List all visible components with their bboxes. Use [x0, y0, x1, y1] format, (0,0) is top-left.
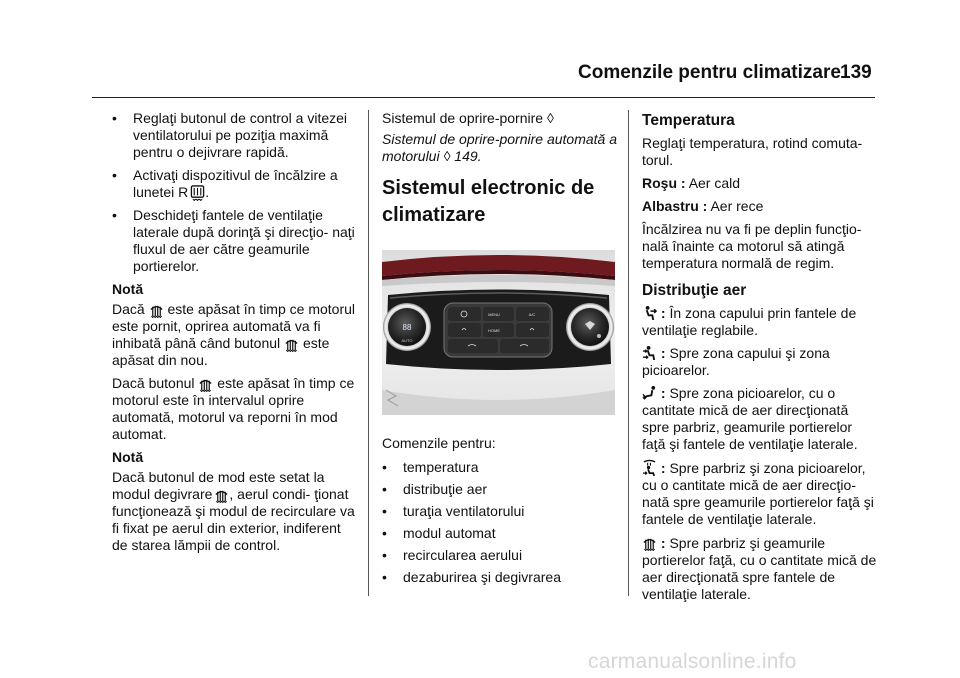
list-item — [382, 500, 618, 522]
column-divider-1 — [368, 110, 369, 596]
list-item — [382, 566, 618, 588]
distribution-text: Spre zona capului şi zona picioarelor. — [642, 345, 830, 378]
air-face-icon — [642, 305, 657, 320]
distribution-item: : Spre parbriz şi zona picioarelor, cu o cantitate mică de aer direcţio- nată spre geamurile portierelor faţă şi fantele de ventilaţie laterale. — [642, 460, 874, 527]
note-text: , aerul condi- ţionat funcţionează şi modul de recirculare va fi fixat pe aerul din exterior, indiferent de starea lămpii de control. — [112, 486, 355, 553]
note-text: este apăsat din nou. — [112, 335, 330, 368]
list-item — [382, 522, 618, 544]
menu-button-label: MENU — [488, 312, 500, 317]
bullet: • — [382, 547, 387, 563]
section-heading: Sistemul electronic de climatizare — [382, 177, 595, 226]
bullet-text: Activaţi dispozitivul de încălzire a lunetei R — [133, 167, 338, 200]
page-ref-icon: ◊ — [546, 110, 554, 126]
feature-list — [382, 456, 618, 588]
defrost-icon — [214, 486, 229, 503]
bullet: • — [112, 167, 117, 183]
reference-text: Sistemul de oprire-pornire — [382, 110, 544, 126]
blue-label: Albastru : — [642, 198, 708, 214]
column-middle-list — [382, 432, 618, 588]
list-item — [112, 207, 356, 275]
air-face-feet-icon — [642, 345, 657, 360]
list-item — [382, 456, 618, 478]
climate-panel-photo — [382, 250, 615, 415]
blue-setting — [642, 198, 878, 215]
note-paragraph — [112, 469, 356, 554]
list-item — [382, 544, 618, 566]
reference-page: 149 — [454, 148, 478, 164]
watermark: carmanualsonline.info — [588, 650, 797, 673]
bullet-text: recircularea aerului — [403, 547, 523, 563]
list-item — [112, 110, 356, 161]
column-left — [112, 110, 356, 560]
note-text: este apăsat în timp ce motorul este pornit, oprirea automată va fi inhibată până când butonul — [112, 301, 356, 351]
bullet: • — [382, 525, 387, 541]
distribution-item: : Spre zona capului şi zona picioarelor. — [642, 345, 830, 378]
cross-reference — [382, 110, 618, 127]
distribution-item: : Spre zona picioarelor, cu o cantitate mică de aer direcţionată spre parbriz, geamurile portierelor faţă şi fantele de ventilaţie laterale. — [642, 385, 858, 452]
distribution-text: Spre parbriz şi zona picioarelor, cu o cantitate mică de aer direcţio- nată spre geamurile portierelor faţă şi fantele de ventilaţie laterale. — [642, 460, 874, 527]
bullet: • — [112, 207, 117, 223]
temperature-note: Încălzirea nu va fi pe deplin funcţio- nală înainte ca motorul să atingă temperatura normală de regim. — [642, 221, 862, 271]
bullet-text: Reglaţi butonul de control a vitezei ventilatorului pe poziţia maximă pentru o dejivrare rapidă. — [133, 110, 348, 160]
ac-button-label: A/C — [528, 312, 536, 317]
bullet-text: modul automat — [403, 525, 496, 541]
bullet: • — [112, 110, 117, 126]
distribution-text: Spre parbriz şi geamurile portierelor faţă, cu o cantitate mică de aer direcţionată spre fantele de ventilaţie laterale. — [642, 535, 877, 602]
red-label: Roşu : — [642, 175, 686, 191]
bullet-text: distribuţie aer — [403, 481, 488, 497]
note-text: Dacă butonul — [112, 375, 195, 391]
list-item — [382, 478, 618, 500]
distribution-item: : Spre parbriz şi geamurile portierelor faţă, cu o cantitate mică de aer direcţionată spre fantele de ventilaţie laterale. — [642, 535, 877, 602]
bullet: • — [382, 481, 387, 497]
distribution-text: Spre zona picioarelor, cu o cantitate mică de aer direcţionată spre parbriz, geamurile portierelor faţă şi fantele de ventilaţie laterale. — [642, 385, 858, 452]
bullet: • — [382, 503, 387, 519]
page-number: 139 — [840, 62, 872, 83]
air-windshield-feet-icon — [642, 459, 657, 476]
bullet: • — [382, 569, 387, 585]
page-ref-icon: ◊ — [443, 148, 451, 164]
column-middle — [382, 110, 618, 229]
blue-text: Aer rece — [710, 198, 764, 214]
defrost-icon — [642, 534, 657, 551]
climate-panel-illustration — [382, 250, 615, 415]
red-text: Aer cald — [688, 175, 741, 191]
air-distribution-heading: Distribuţie aer — [642, 282, 747, 299]
auto-label: AUTO — [401, 338, 413, 343]
header-rule — [92, 97, 875, 98]
temperature-display: 88 — [402, 323, 412, 332]
list-item: • Activaţi dispozitivul de încălzire a lunetei R . — [112, 167, 338, 200]
air-feet-icon — [642, 385, 657, 400]
page-header-title: Comenzile pentru climatizare — [578, 62, 841, 83]
distribution-item: : În zona capului prin fantele de ventilaţie reglabile. — [642, 305, 857, 338]
bullet-text: dezaburirea şi degivrarea — [403, 569, 561, 585]
reference-italic-text: Sistemul de oprire-pornire automată a motorului — [382, 131, 618, 164]
bullet-text: Deschideţi fantele de ventilaţie laterale după dorinţă şi direcţio- naţi fluxul de aer către geamurile portierelor. — [133, 207, 355, 274]
defrost-icon — [149, 301, 164, 318]
temperature-text: Reglaţi temperatura, rotind comuta- torul. — [642, 135, 863, 168]
note-text: Dacă — [112, 301, 145, 317]
note-paragraph — [112, 301, 356, 369]
intro-text: Comenzile pentru: — [382, 435, 496, 451]
note-paragraph — [112, 375, 356, 443]
bullet-text: turaţia ventilatorului — [403, 503, 525, 519]
note-text: este apăsat în timp ce motorul este în intervalul oprire automată, motorul va reporni în mod automat. — [112, 375, 355, 442]
defrost-icon — [284, 335, 299, 352]
bullet-text: temperatura — [403, 459, 479, 475]
defrost-icon — [198, 375, 213, 392]
home-button-label: HOME — [488, 328, 500, 333]
bullet: • — [382, 459, 387, 475]
note-heading: Notă — [112, 281, 144, 297]
note-heading: Notă — [112, 449, 144, 465]
note-text: Dacă butonul de mod este setat la modul degivrare — [112, 469, 325, 502]
column-right — [642, 112, 878, 609]
cross-reference-italic: Sistemul de oprire-pornire automată a motorului ◊ 149. — [382, 131, 618, 164]
rear-defrost-icon — [190, 184, 205, 201]
column-divider-2 — [628, 110, 629, 596]
temperature-heading: Temperatura — [642, 112, 735, 129]
distribution-text: În zona capului prin fantele de ventilaţie reglabile. — [642, 305, 857, 338]
red-setting — [642, 175, 878, 192]
